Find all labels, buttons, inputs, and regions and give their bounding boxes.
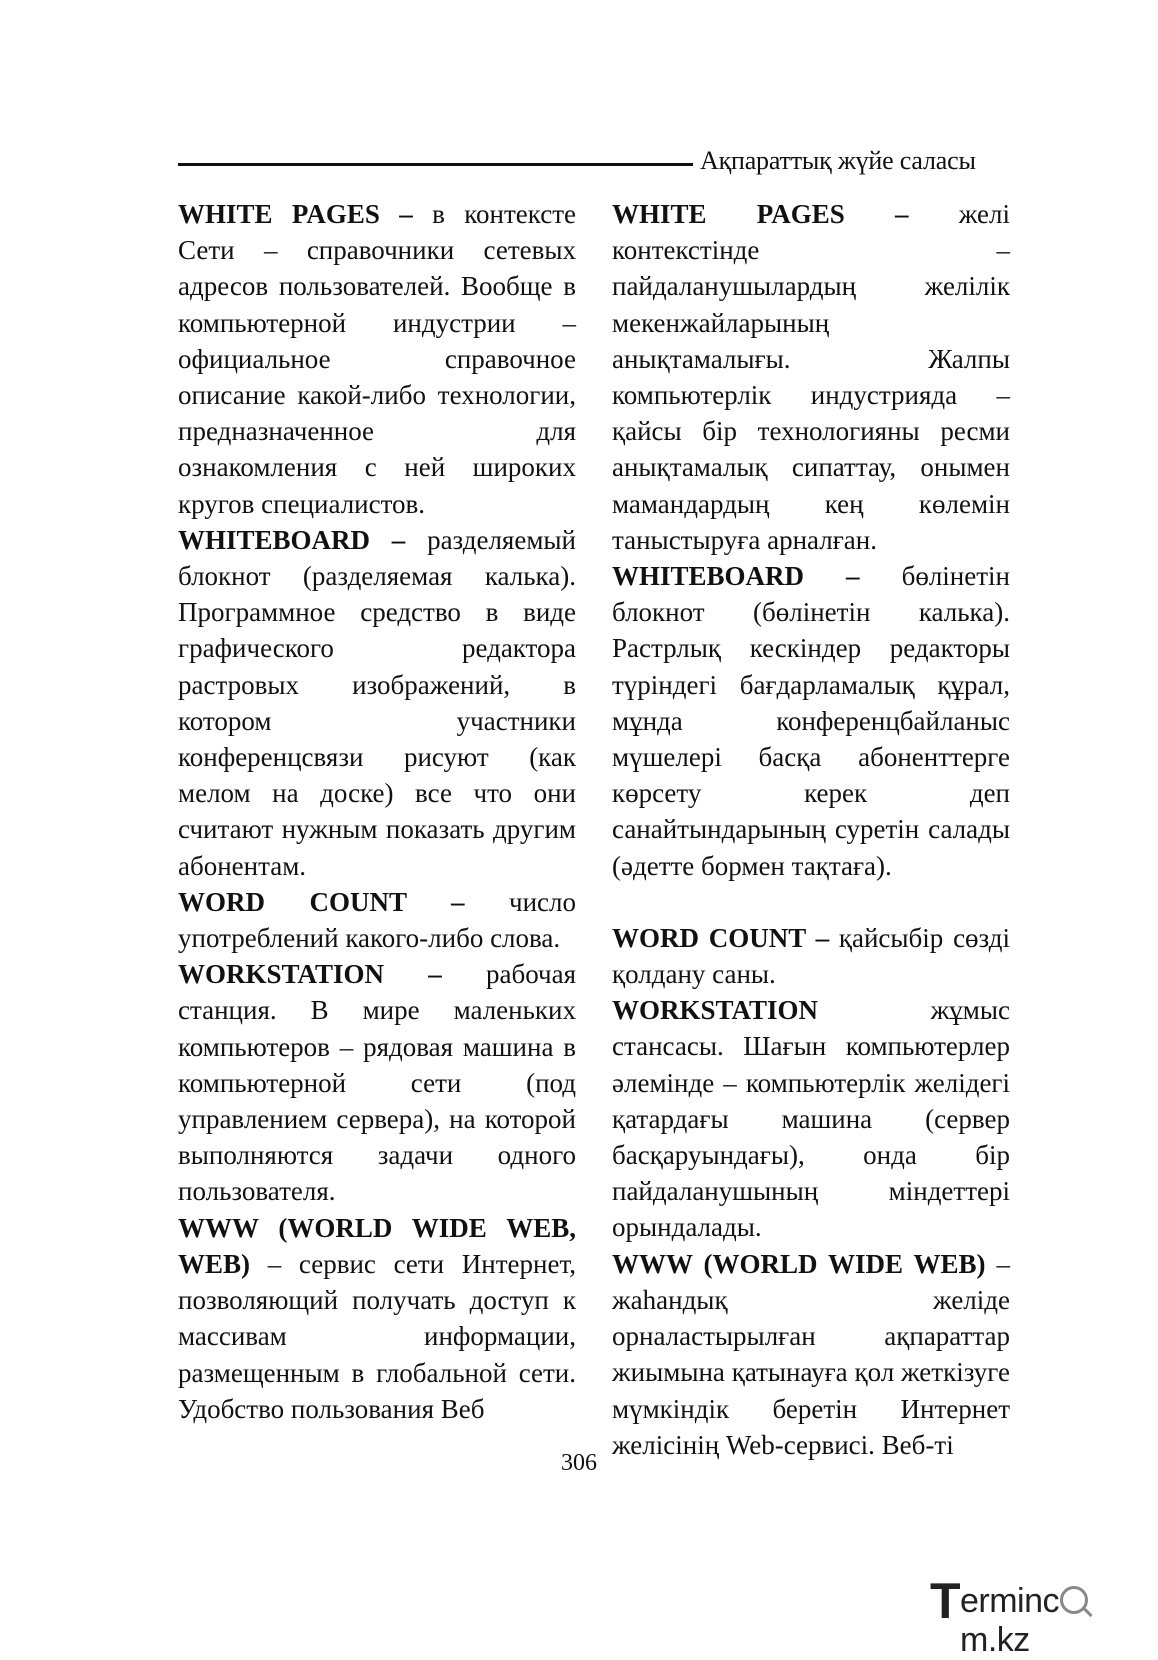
logo-letter: T [930,1573,961,1629]
termincom-logo [930,1573,1145,1659]
dictionary-entry [178,522,576,884]
entry-term: WORD COUNT – [612,922,839,953]
entry-term: WORKSTATION – [178,959,486,990]
dictionary-entry [612,196,1010,558]
entry-definition: жұмыс стансасы. Шағын компьютерлер әлемінде – компьютерлік желідегі қатардағы машина (сервер басқаруындағы), онда бір пайдаланушының міндеттері орындалады. [612,995,1010,1243]
dictionary-entry [612,920,1010,992]
russian-column [178,196,576,1427]
header-rule [178,163,693,166]
entry-definition: рабочая станция. В мире маленьких компьютеров – рядовая машина в компьютерной сети (под управлением сервера), на которой выполняются задачи одного пользователя. [178,959,576,1207]
spacer [612,884,1010,920]
dictionary-entry [612,1246,1010,1463]
entry-definition: разделяемый блокнот (разделяемая калька). Программное средство в виде графического редактора растровых изображений, в котором участники конференцсвязи рисуют (как мелом на доске) все что они считают нужным показать другим абонентам. [178,524,576,881]
entry-term: WHITEBOARD – [612,561,902,592]
entry-term: WORD COUNT – [178,886,509,917]
entry-term: WORKSTATION [612,995,819,1026]
entry-definition: қайсыбір сөзді қолдану саны. [612,922,1010,990]
entry-definition: в контексте Сети – справочники сетевых адресов пользователей. Вообще в компьютерной индустрии – официальное справочное описание какой-либо технологии, предназначенное для ознакомления с ней широких кругов специалистов. [178,199,576,519]
dictionary-entry [178,956,576,1209]
entry-term: WHITE PAGES – [178,199,433,229]
entry-term: WHITE PAGES – [612,199,959,229]
entry-definition: бөлінетін блокнот (бөлінетін калька). Растрлық кескіндер редакторы түріндегі бағдарламалық құрал, мұнда конференцбайланыс мүшелері басқа абоненттерге көрсету керек деп санайтындарының суретін салады (әдетте бормен тақтаға). [612,561,1010,881]
dictionary-entry [612,992,1010,1245]
dictionary-entry [178,196,576,522]
entry-definition: – сервис сети Интернет, позволяющий получать доступ к массивам информации, размещенным в глобальной сети. Удобство пользования Веб [178,1248,576,1424]
running-header: Ақпараттық жүйе саласы [700,146,976,175]
entry-definition: число употреблений какого-либо слова. [178,886,576,954]
dictionary-entry [178,1210,576,1427]
entry-term: WWW (WORLD WIDE WEB) [612,1248,986,1279]
entry-term: WWW (WORLD WIDE WEB, WEB) [178,1212,576,1279]
entry-definition: желі контекстінде – пайдаланушылардың желілік мекенжайларының анықтамалығы. Жалпы компьютерлік индустрияда – қайсы бір технологияны ресми анықтамалық сипаттау, онымен мамандардың кең көлемін таныстыруға арналған. [612,199,1010,555]
page-number: 306 [561,1450,597,1476]
entry-definition: – жаһандық желіде орналастырылған ақпараттар жиымына қатынауға қол жеткізуге мүмкіндік беретін Интернет желісінің Web-сервисі. Веб-ті [612,1248,1010,1460]
dictionary-entry [612,558,1010,884]
magnifier-icon [1060,1586,1088,1614]
entry-term: WHITEBOARD – [178,524,428,555]
kazakh-column [612,196,1010,1463]
logo-wordmark: ermincm.kz [960,1582,1145,1660]
dictionary-entry [178,884,576,956]
